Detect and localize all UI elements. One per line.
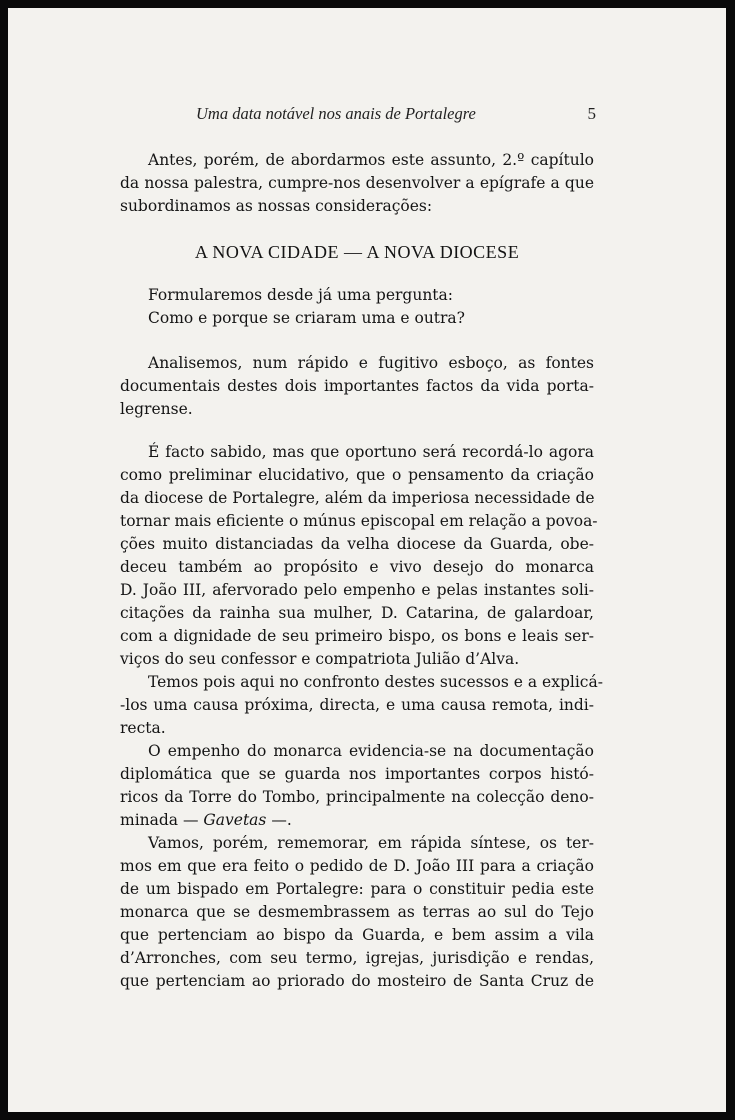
text-line: d’Arronches, com seu termo, igrejas, jurisdição e rendas, (120, 949, 594, 967)
italic-term-gavetas: Gavetas (203, 811, 267, 829)
text-line: que pertenciam ao bispo da Guarda, e bem assim a vila (120, 926, 594, 944)
text-fragment: —. (266, 811, 292, 829)
text-line: recta. (120, 719, 166, 737)
text-line: ricos da Torre do Tombo, principalmente na colecção deno- (120, 788, 594, 806)
text-line: Antes, porém, de abordarmos este assunto, 2.º capítulo (148, 151, 594, 169)
text-line: de um bispado em Portalegre: para o constituir pedia este (120, 880, 594, 898)
book-page (8, 8, 726, 1112)
text-line: É facto sabido, mas que oportuno será recordá-lo agora (148, 443, 594, 461)
text-line: que pertenciam ao priorado do mosteiro de Santa Cruz de (120, 972, 594, 990)
text-line: Formularemos desde já uma pergunta: (148, 286, 453, 304)
text-line: documentais destes dois importantes factos da vida porta- (120, 377, 594, 395)
text-line (120, 809, 594, 831)
text-line: Vamos, porém, rememorar, em rápida síntese, os ter- (148, 834, 594, 852)
text-line: subordinamos as nossas considerações: (120, 197, 433, 215)
running-title: Uma data notável nos anais de Portalegre (196, 104, 476, 123)
text-line: D. João III, afervorado pelo empenho e pelas instantes soli- (120, 581, 594, 599)
page-number: 5 (587, 104, 596, 123)
text-line: da diocese de Portalegre, além da imperiosa necessidade de (120, 489, 595, 507)
text-line: legrense. (120, 400, 193, 418)
text-line: monarca que se desmembrassem as terras ao sul do Tejo (120, 903, 594, 921)
text-line: Analisemos, num rápido e fugitivo esboço, as fontes (148, 354, 594, 372)
text-line: como preliminar elucidativo, que o pensamento da criação (120, 466, 594, 484)
running-header (196, 104, 596, 128)
text-line: tornar mais eficiente o múnus episcopal em relação a povoa- (120, 512, 598, 530)
text-line: viços do seu confessor e compatriota Julião d’Alva. (120, 650, 520, 668)
text-line: mos em que era feito o pedido de D. João III para a criação (120, 857, 594, 875)
text-line: citações da rainha sua mulher, D. Catarina, de galardoar, (120, 604, 594, 622)
text-line: -los uma causa próxima, directa, e uma causa remota, indi- (120, 696, 594, 714)
text-line: com a dignidade de seu primeiro bispo, os bons e leais ser- (120, 627, 594, 645)
text-line: ções muito distanciadas da velha diocese da Guarda, obe- (120, 535, 594, 553)
text-line: Temos pois aqui no confronto destes sucessos e a explicá- (148, 673, 603, 691)
section-heading: A NOVA CIDADE — A NOVA DIOCESE (194, 242, 520, 262)
text-line: Como e porque se criaram uma e outra? (148, 309, 465, 327)
text-line: O empenho do monarca evidencia-se na documentação (148, 742, 594, 760)
text-line: diplomática que se guarda nos importantes corpos histó- (120, 765, 594, 783)
text-line: deceu também ao propósito e vivo desejo do monarca (120, 558, 594, 576)
text-line: da nossa palestra, cumpre-nos desenvolver a epígrafe a que (120, 174, 594, 192)
text-fragment: minada — (120, 811, 204, 829)
